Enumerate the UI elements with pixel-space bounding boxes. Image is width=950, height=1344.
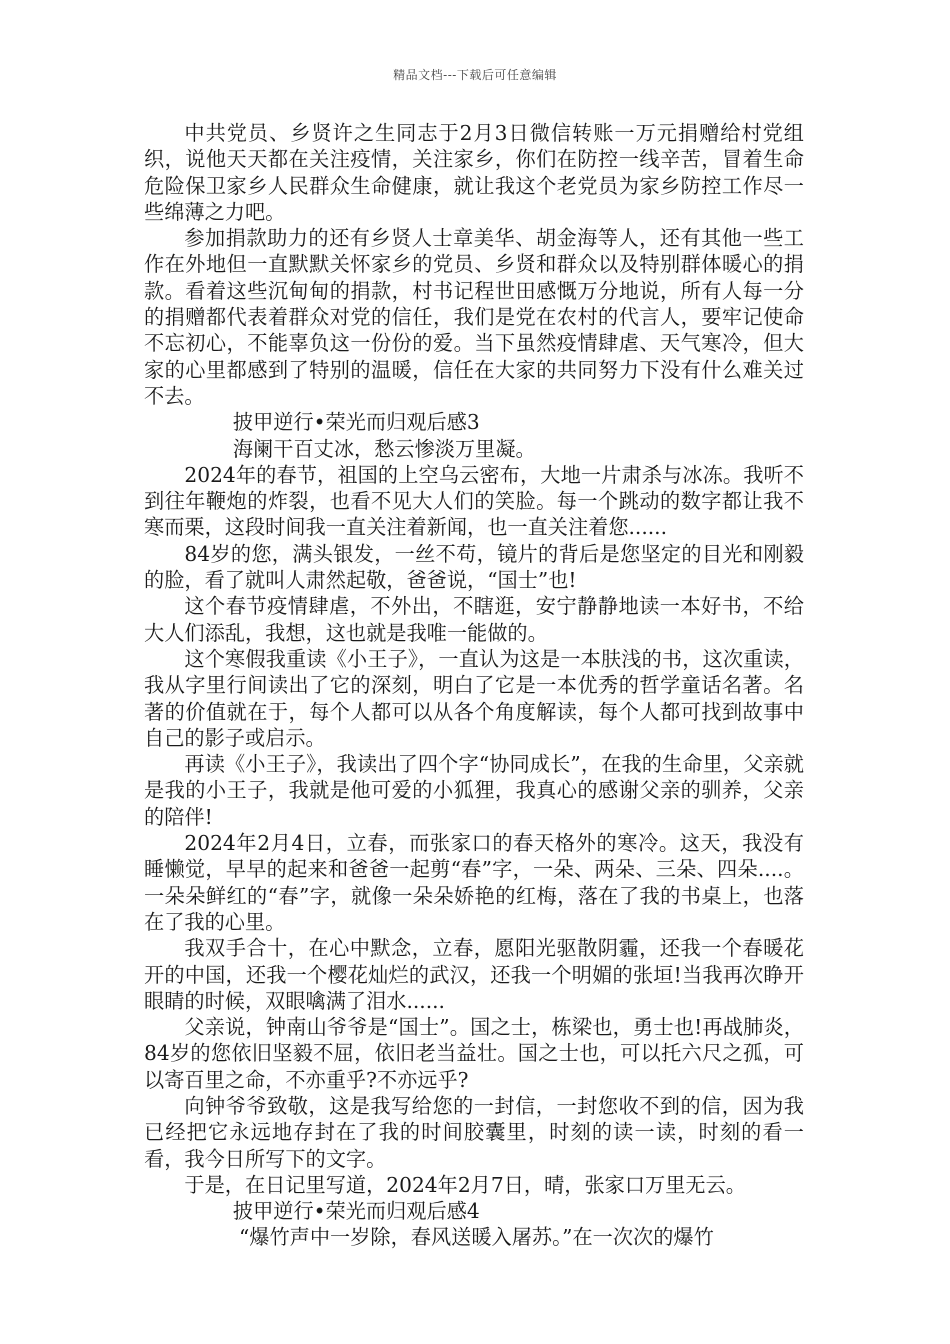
paragraph-spring-festival: 2024年的春节，祖国的上空乌云密布，大地一片肃杀与冰冻。我听不到往年鞭炮的炸裂，也看不见大人们的笑脸。每一个跳动的数字都让我不寒而栗，这段时间我一直关注着新闻，也一直关注着您...... — [144, 462, 804, 540]
section-title-4: 披甲逆行•荣光而归观后感4 — [232, 1199, 480, 1224]
paragraph-reading: 这个春节疫情肆虐，不外出，不瞎逛，安宁静静地读一本好书，不给大人们添乱，我想，这也就是我唯一能做的。 — [144, 594, 804, 645]
paragraph-guoshi: 父亲说，钟南山爷爷是“国士”。国之士，栋梁也，勇士也!再战肺炎，84岁的您依旧坚毅不屈，依旧老当益壮。国之士也，可以托六尺之孤，可以寄百里之命，不亦重乎?不亦远乎? — [144, 1015, 804, 1092]
paragraph-little-prince: 这个寒假我重读《小王子》，一直认为这是一本肤浅的书，这次重读，我从字里行间读出了它的深刻，明白了它是一本优秀的哲学童话名著。名著的价值就在于，每个人都可以从各个角度解读，每个人都可找到故事中自己的影子或启示。 — [144, 646, 804, 750]
page-header: 精品文档---下载后可任意编辑 — [393, 68, 557, 82]
poem-quote: 海阑干百丈冰，愁云惨淡万里凝。 — [232, 436, 536, 461]
paragraph-reread: 再读《小王子》，我读出了四个字“协同成长”，在我的生命里，父亲就是我的小王子，我就是他可爱的小狐狸，我真心的感谢父亲的驯养，父亲的陪伴! — [144, 752, 804, 829]
paragraph-lichun: 2024年2月4日，立春，而张家口的春天格外的寒冷。这天，我没有睡懒觉，早早的起来和爸爸一起剪“春”字，一朵、两朵、三朵、四朵....。一朵朵鲜红的“春”字，就像一朵朵娇艳的红梅，落在了我的书桌上，也落在了我的心里。 — [144, 831, 804, 934]
paragraph-wish: 我双手合十，在心中默念，立春，愿阳光驱散阴霾，还我一个春暖花开的中国，还我一个樱花灿烂的武汉，还我一个明媚的张垣!当我再次睁开眼睛的时候，双眼噙满了泪水...... — [144, 936, 804, 1013]
paragraph-donation-xu: 中共党员、乡贤许之生同志于2月3日微信转账一万元捐赠给村党组织，说他天天都在关注疫情，关注家乡，你们在防控一线辛苦，冒着生命危险保卫家乡人民群众生命健康，就让我这个老党员为家乡防控工作尽一些绵薄之力吧。 — [144, 121, 804, 224]
paragraph-84-years: 84岁的您，满头银发，一丝不苟，镜片的背后是您坚定的目光和刚毅的脸，看了就叫人肃然起敬，爸爸说，“国士”也! — [144, 541, 804, 593]
paragraph-tribute: 向钟爷爷致敬，这是我写给您的一封信，一封您收不到的信，因为我已经把它永远地存封在了我的时间胶囊里，时刻的读一读，时刻的看一看，我今日所写下的文字。 — [144, 1093, 804, 1171]
document-body — [144, 120, 804, 1251]
paragraph-firecracker: “爆竹声中一岁除，春风送暖入屠苏。”在一次次的爆竹 — [238, 1225, 714, 1250]
paragraph-donation-others: 参加捐款助力的还有乡贤人士章美华、胡金海等人，还有其他一些工作在外地但一直默默关怀家乡的党员、乡贤和群众以及特别群体暖心的捐款。看着这些沉甸甸的捐款，村书记程世田感慨万分地说，所有人每一分的捐赠都代表着群众对党的信任，我们是党在农村的代言人，要牢记使命不忘初心，不能辜负这一份份的爱。当下虽然疫情肆虐、天气寒冷，但大家的心里都感到了特别的温暖，信任在大家的共同努力下没有什么难关过不去。 — [144, 226, 804, 408]
paragraph-diary: 于是，在日记里写道，2024年2月7日，晴，张家口万里无云。 — [184, 1172, 746, 1197]
section-title-3: 披甲逆行•荣光而归观后感3 — [232, 410, 480, 435]
